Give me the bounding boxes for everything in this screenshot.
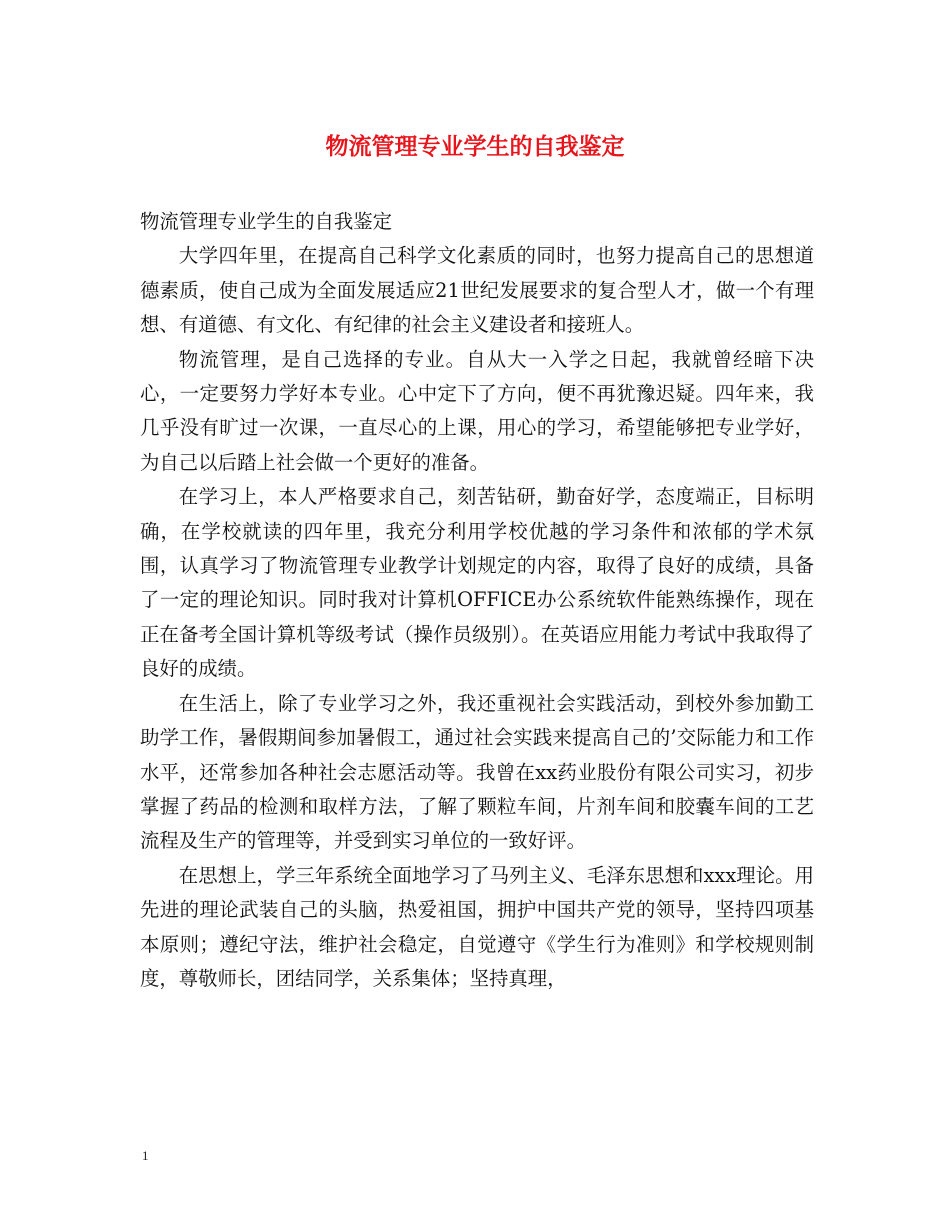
document-body (140, 205, 814, 996)
paragraph-thought: 在思想上，学三年系统全面地学习了马列主义、毛泽东思想和xxx理论。用先进的理论武装自己的头脑，热爱祖国，拥护中国共产党的领导，坚持四项基本原则；遵纪守法，维护社会稳定，自觉遵守《学生行为准则》和学校规则制度，尊敬师长，团结同学，关系集体；坚持真理， (140, 863, 814, 990)
document-title: 物流管理专业学生的自我鉴定 (325, 133, 625, 160)
paragraph-life: 在生活上，除了专业学习之外，我还重视社会实践活动，到校外参加勤工助学工作，暑假期间参加暑假工，通过社会实践来提高自己的’交际能力和工作水平，还常参加各种社会志愿活动等。我曾在xx药业股份有限公司实习，初步掌握了药品的检测和取样方法，了解了颗粒车间，片剂车间和胶囊车间的工艺流程及生产的管理等，并受到实习单位的一致好评。 (140, 691, 814, 853)
paragraph-study: 在学习上，本人严格要求自己，刻苦钻研，勤奋好学，态度端正，目标明确，在学校就读的四年里，我充分利用学校优越的学习条件和浓郁的学术氛围，认真学习了物流管理专业教学计划规定的内容，取得了良好的成绩，具备了一定的理论知识。同时我对计算机OFFICE办公系统软件能熟练操作，现在正在备考全国计算机等级考试（操作员级别）。在英语应用能力考试中我取得了良好的成绩。 (140, 485, 814, 681)
document-subtitle: 物流管理专业学生的自我鉴定 (140, 210, 393, 233)
paragraph-major-choice: 物流管理，是自己选择的专业。自从大一入学之日起，我就曾经暗下决心，一定要努力学好本专业。心中定下了方向，便不再犹豫迟疑。四年来，我几乎没有旷过一次课，一直尽心的上课，用心的学习，希望能够把专业学好，为自己以后踏上社会做一个更好的准备。 (140, 347, 814, 474)
page-number: 1 (142, 1148, 149, 1163)
paragraph-intro: 大学四年里，在提高自己科学文化素质的同时，也努力提高自己的思想道德素质，使自己成为全面发展适应21世纪发展要求的复合型人才，做一个有理想、有道德、有文化、有纪律的社会主义建设者和接班人。 (140, 244, 814, 337)
